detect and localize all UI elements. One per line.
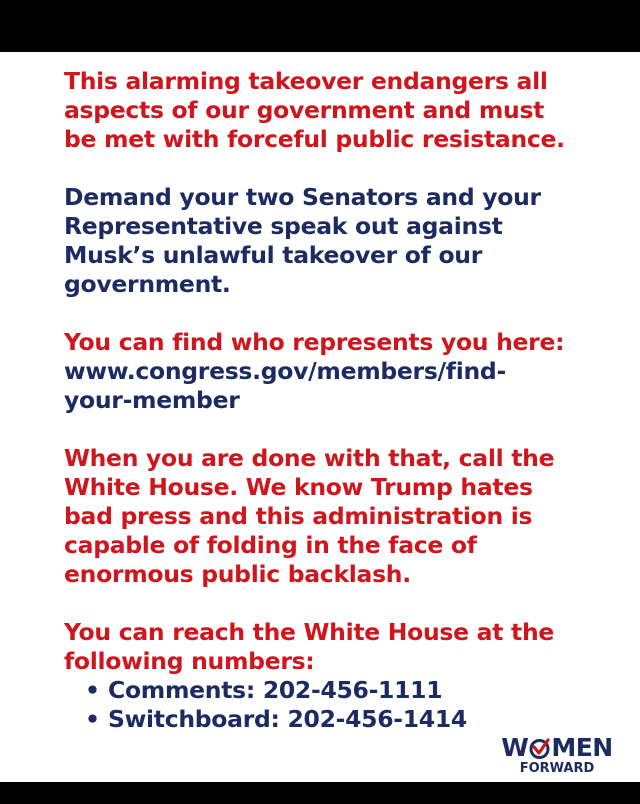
- post-card: [0, 52, 640, 782]
- women-forward-logo: [496, 735, 618, 776]
- logo-text-left: W: [501, 733, 529, 762]
- paragraph-takeover-warning: [64, 67, 624, 154]
- congress-link-line[interactable]: your-member: [64, 386, 240, 414]
- logo-wordmark: [496, 735, 618, 761]
- text-line: Representative speak out against: [64, 212, 503, 240]
- paragraph-demand-senators: [64, 183, 624, 299]
- text-line: This alarming takeover endangers all: [64, 67, 548, 95]
- bullet-icon: •: [85, 705, 100, 733]
- phone-switchboard: Switchboard: 202-456-1414: [108, 705, 467, 733]
- text-line: Musk’s unlawful takeover of our: [64, 241, 483, 269]
- text-line: be met with forceful public resistance.: [64, 125, 565, 153]
- list-item: [64, 705, 624, 734]
- logo-subtitle: FORWARD: [519, 761, 595, 776]
- text-line: aspects of our government and must: [64, 96, 545, 124]
- text-line: You can reach the White House at the: [64, 618, 555, 646]
- text-line: following numbers:: [64, 647, 315, 675]
- paragraph-call-white-house: [64, 444, 624, 589]
- checkmark-circle-icon: [529, 738, 550, 759]
- logo-text-right: MEN: [551, 733, 613, 762]
- bullet-icon: •: [85, 676, 100, 704]
- post-content: [64, 67, 624, 734]
- text-line: White House. We know Trump hates: [64, 473, 533, 501]
- paragraph-white-house-numbers: [64, 618, 624, 676]
- text-line: bad press and this administration is: [64, 502, 533, 530]
- phone-number-list: [64, 676, 624, 734]
- list-item: [64, 676, 624, 705]
- paragraph-find-representative: [64, 328, 624, 415]
- phone-comments: Comments: 202-456-1111: [108, 676, 443, 704]
- text-line: government.: [64, 270, 231, 298]
- text-line: You can find who represents you here:: [64, 328, 565, 356]
- text-line: enormous public backlash.: [64, 560, 411, 588]
- text-line: When you are done with that, call the: [64, 444, 555, 472]
- congress-link-line[interactable]: www.congress.gov/members/find-: [64, 357, 506, 385]
- text-line: Demand your two Senators and your: [64, 183, 541, 211]
- text-line: capable of folding in the face of: [64, 531, 477, 559]
